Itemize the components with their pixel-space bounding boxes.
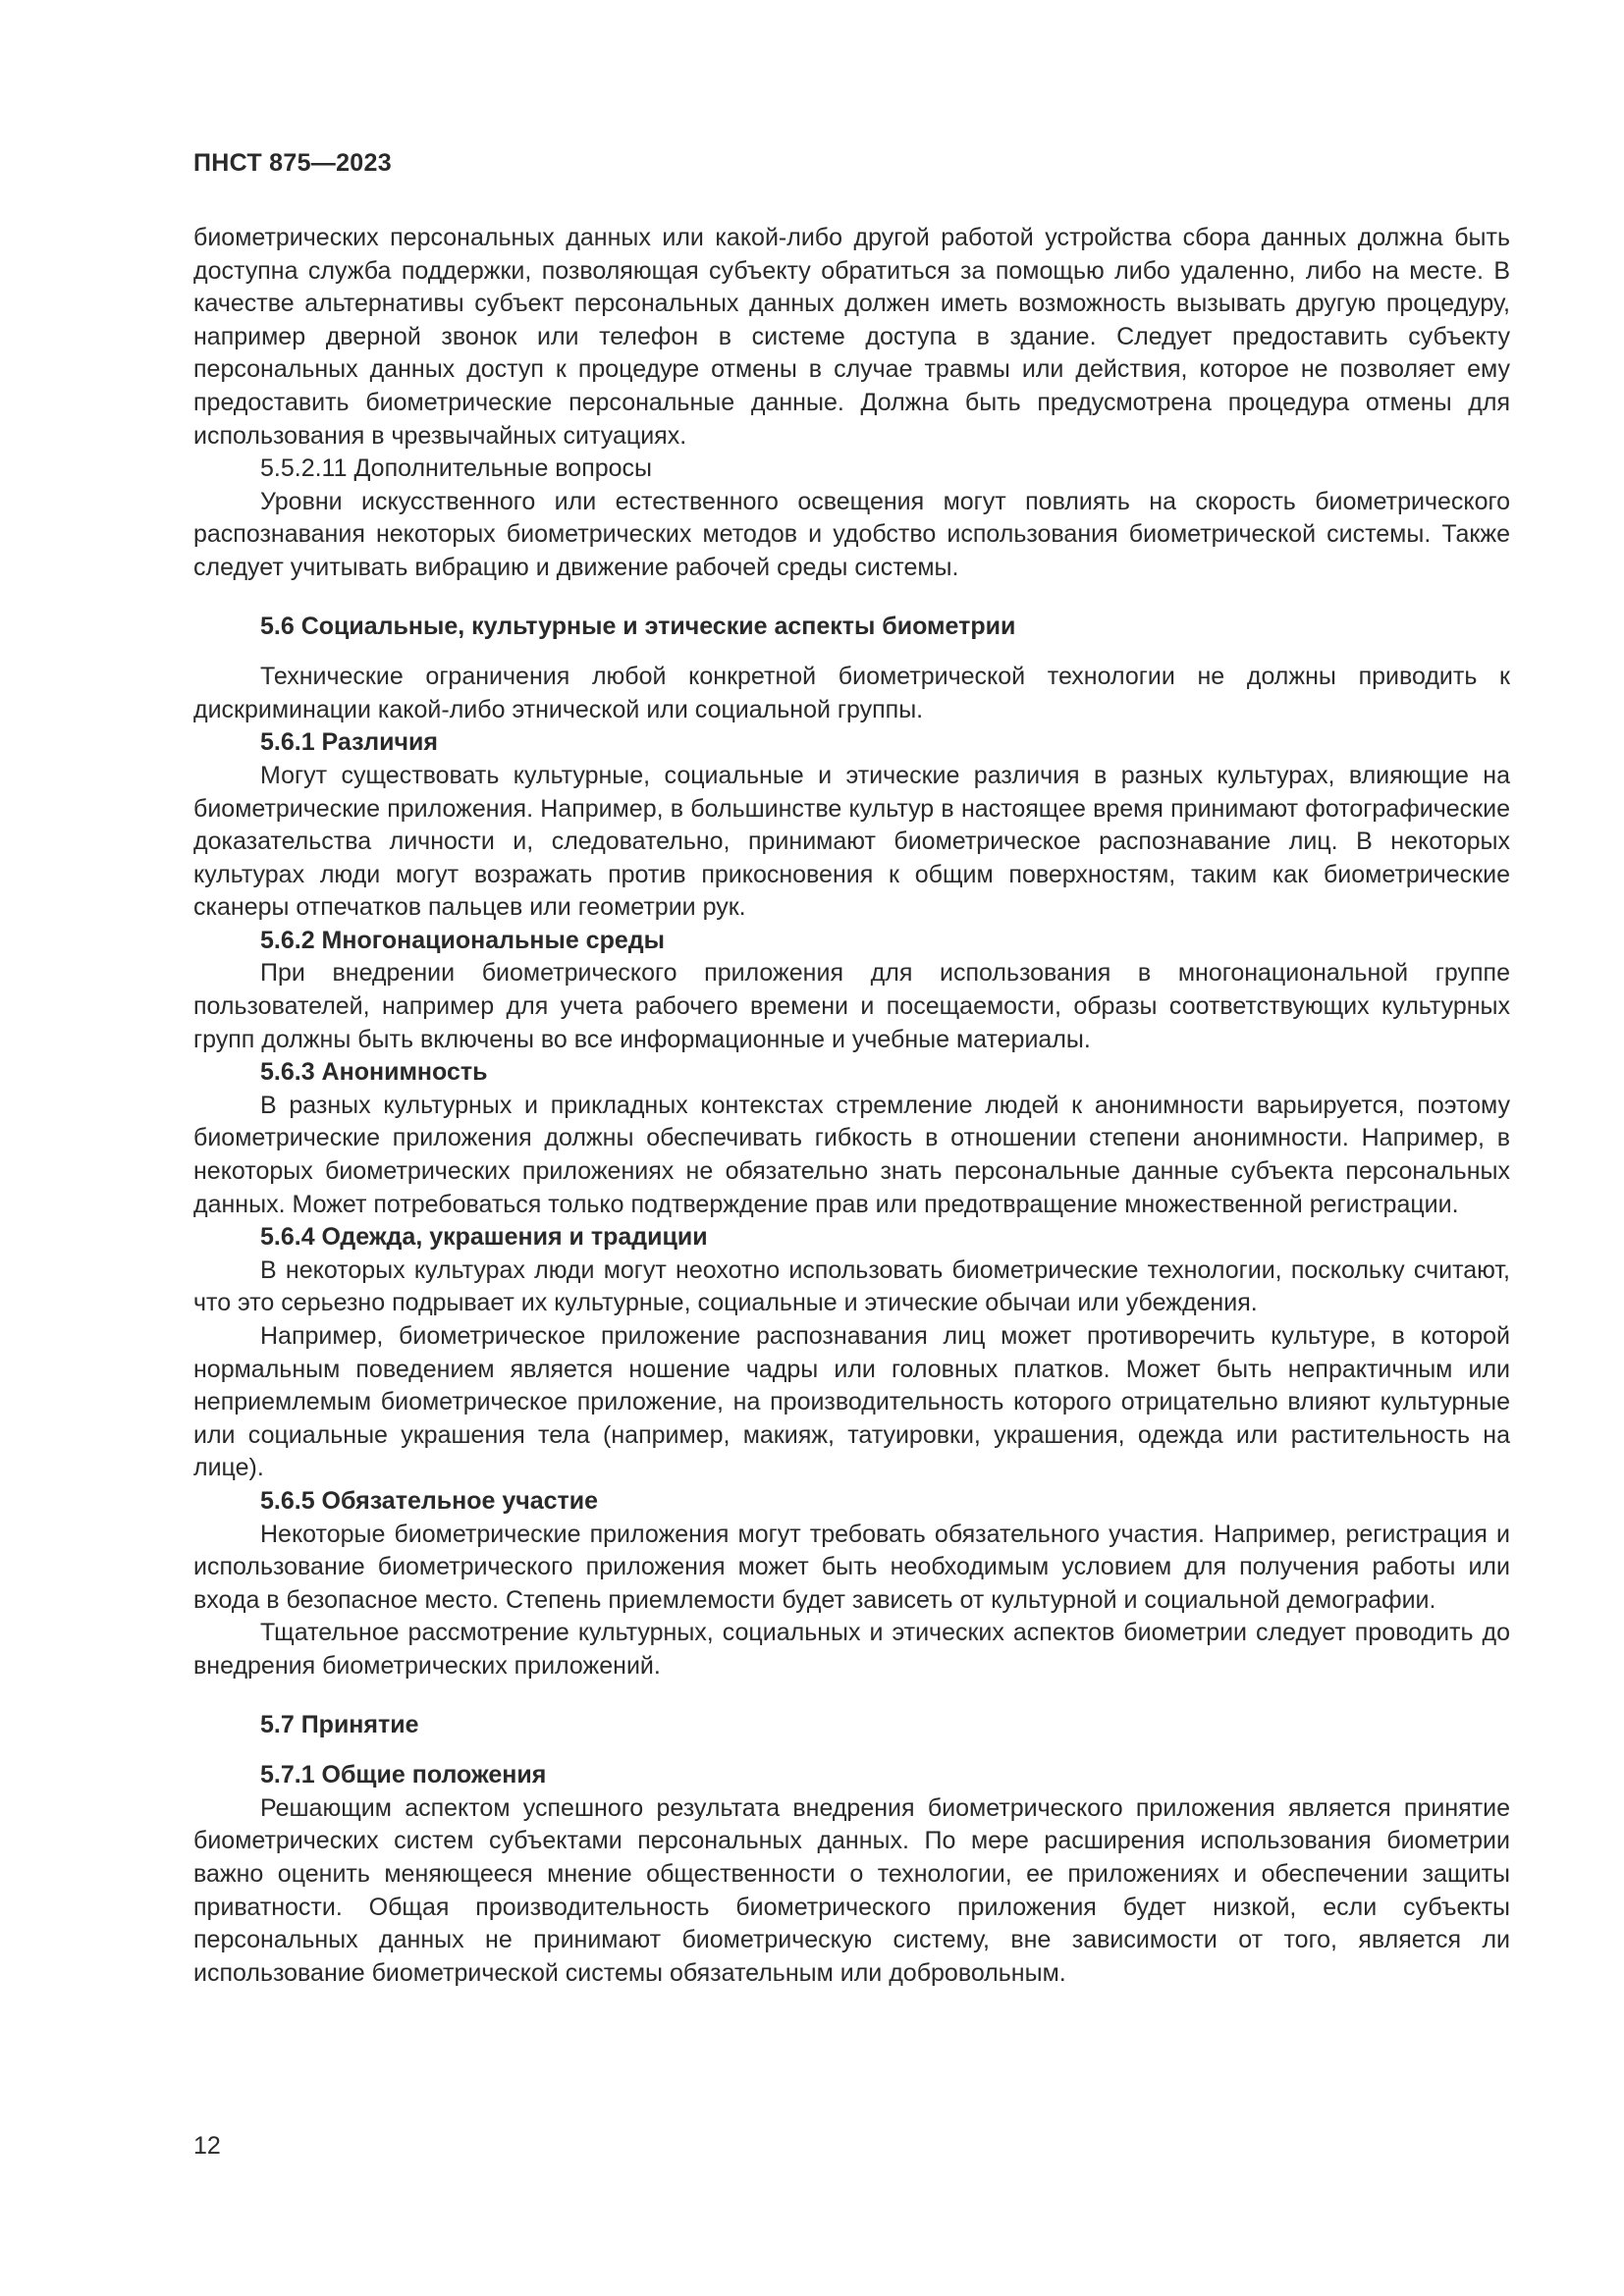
subsection-heading-5-5-2-11: 5.5.2.11 Дополнительные вопросы — [260, 454, 653, 483]
document-code-header: ПНСТ 875—2023 — [193, 149, 392, 177]
paragraph-5-5-2-11: Уровни искусственного или естественного освещения могут повлиять на скорость биометрического распознавания некоторых биометрических методов и удобство использования биометрической системы. Также следует учитывать вибрацию и движение рабочей среды системы. — [193, 487, 1510, 581]
paragraph-continuation: биометрических персональных данных или какой-либо другой работой устройства сбора данных должна быть доступна служба поддержки, позволяющая субъекту обратиться за помощью либо удаленно, либо на месте. В качестве альтернативы субъект персональных данных должен иметь возможность вызывать другую процедуру, например дверной звонок или телефон в системе доступа в здание. Следует предоставить субъекту персональных данных доступ к процедуре отмены в случае травмы или действия, которое не позволяет ему предоставить биометрические персональные данные. Должна быть предусмотрена процедура отмены для использования в чрезвычайных ситуациях. — [193, 224, 1510, 450]
paragraph-5-6-4-a: В некоторых культурах люди могут неохотно использовать биометрические технологии, поскольку считают, что это серьезно подрывает их культурные, социальные и этические обычаи или убеждения. — [193, 1255, 1510, 1317]
subsection-heading-5-6-4: 5.6.4 Одежда, украшения и традиции — [260, 1223, 708, 1252]
subsection-heading-5-7-1: 5.7.1 Общие положения — [260, 1761, 547, 1789]
paragraph-5-7-1: Решающим аспектом успешного результата внедрения биометрического приложения является принятие биометрических систем субъектами персональных данных. По мере расширения использования биометрии важно оценить меняющееся мнение общественности о технологии, ее приложениях и обеспечении защиты приватности. Общая производительность биометрического приложения будет низкой, если субъекты персональных данных не принимают биометрическую систему, вне зависимости от того, является ли использование биометрической системы обязательным или добровольным. — [193, 1793, 1510, 1987]
paragraph-5-6: Технические ограничения любой конкретной биометрической технологии не должны приводить к дискриминации какой-либо этнической или социальной группы. — [193, 663, 1510, 723]
paragraph-5-6-3: В разных культурных и прикладных контекстах стремление людей к анонимности варьируется, поэтому биометрические приложения должны обеспечивать гибкость в отношении степени анонимности. Например, в некоторых биометрических приложениях не обязательно знать персональные данные субъекта персональных данных. Может потребоваться только подтверждение прав или предотвращение множественной регистрации. — [193, 1091, 1510, 1218]
subsection-heading-5-6-1: 5.6.1 Различия — [260, 728, 438, 757]
section-heading-5-6: 5.6 Социальные, культурные и этические аспекты биометрии — [260, 612, 1016, 640]
paragraph-5-6-5-a: Некоторые биометрические приложения могут требовать обязательного участия. Например, регистрация и использование биометрического приложения может быть необходимым условием для получения работы или входа в безопасное место. Степень приемлемости будет зависеть от культурной и социальной демографии. — [193, 1520, 1510, 1614]
paragraph-5-6-1: Могут существовать культурные, социальные и этические различия в разных культурах, влияющие на биометрические приложения. Например, в большинстве культур в настоящее время принимают фотографические доказательства личности и, следовательно, принимают биометрическое распознавание лиц. В некоторых культурах люди могут возражать против прикосновения к общим поверхностям, таким как биометрические сканеры отпечатков пальцев или геометрии рук. — [193, 761, 1510, 922]
subsection-heading-5-6-3: 5.6.3 Анонимность — [260, 1058, 488, 1087]
subsection-heading-5-6-5: 5.6.5 Обязательное участие — [260, 1486, 599, 1515]
paragraph-5-6-4-b: Например, биометрическое приложение распознавания лиц может противоречить культуре, в которой нормальным поведением является ношение чадры или головных платков. Может быть непрактичным или неприемлемым биометрическое приложение, на производительность которого отрицательно влияют культурные или социальные украшения тела (например, макияж, татуировки, украшения, одежда или растительность на лице). — [193, 1322, 1510, 1482]
paragraph-5-6-5-b: Тщательное рассмотрение культурных, социальных и этических аспектов биометрии следует проводить до внедрения биометрических приложений. — [193, 1619, 1510, 1680]
paragraph-5-6-2: При внедрении биометрического приложения для использования в многонациональной группе пользователей, например для учета рабочего времени и посещаемости, образы соответствующих культурных групп должны быть включены во все информационные и учебные материалы. — [193, 959, 1510, 1053]
page-number: 12 — [193, 2132, 221, 2160]
document-body — [193, 222, 1510, 1990]
subsection-heading-5-6-2: 5.6.2 Многонациональные среды — [260, 926, 665, 954]
section-heading-5-7: 5.7 Принятие — [260, 1710, 419, 1738]
